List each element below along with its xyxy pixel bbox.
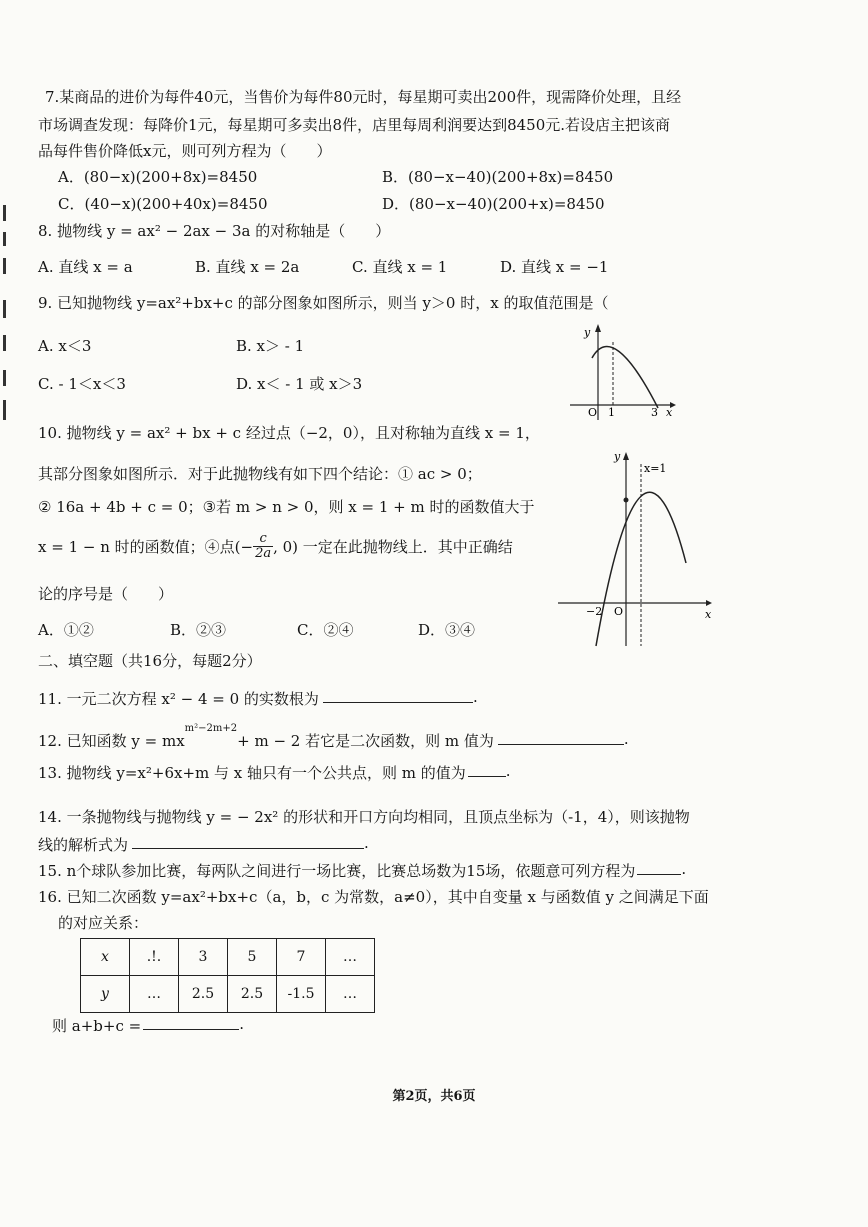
q10-line4-start: x = 1 − n 时的函数值；④点(−: [38, 538, 254, 556]
q9-stem: 9. 已知抛物线 y=ax²+bx+c 的部分图象如图所示，则当 y＞0 时，x 的取值范围是（: [38, 294, 609, 312]
q9-x-label: x: [666, 406, 673, 419]
q11: 11. 一元二次方程 x² − 4 = 0 的实数根为 .: [38, 688, 478, 708]
q14-line1: 14. 一条抛物线与抛物线 y = − 2x² 的形状和开口方向均相同，且顶点坐标为（-1，4），则该抛物: [38, 808, 690, 826]
binding-mark: [3, 300, 6, 318]
q12-answer-blank: [498, 730, 624, 745]
q16-ask: 则 a+b+c = .: [52, 1015, 244, 1035]
q13-answer-blank: [468, 762, 506, 777]
q11-text: 11. 一元二次方程 x² − 4 = 0 的实数根为: [38, 690, 319, 708]
table-cell: 5: [228, 939, 277, 976]
q9-curve: [592, 347, 658, 408]
q10-line5: 论的序号是（ ）: [38, 585, 174, 603]
table-cell: …: [130, 976, 179, 1013]
q10-option-c: C．②④: [297, 621, 354, 639]
table-cell: x: [81, 939, 130, 976]
q8-option-c: C. 直线 x = 1: [352, 258, 448, 276]
q10-option-a: A．①②: [38, 621, 94, 639]
q10-line4: [38, 532, 513, 561]
q9-option-c: C. - 1＜x＜3: [38, 375, 126, 393]
q16-line1: 16. 已知二次函数 y=ax²+bx+c（a，b，c 为常数，a≠0），其中自变量 x 与函数值 y 之间满足下面: [38, 888, 709, 906]
q15: 15. n个球队参加比赛，每两队之间进行一场比赛，比赛总场数为15场，依题意可列方程为 .: [38, 860, 687, 880]
q10-line1: 10. 抛物线 y = ax² + bx + c 经过点（−2，0），且对称轴为直线 x = 1，: [38, 424, 540, 442]
q11-answer-blank: [323, 688, 473, 703]
q8-stem: 8. 抛物线 y = ax² − 2ax − 3a 的对称轴是（ ）: [38, 222, 391, 240]
q9-y-label: y: [584, 326, 591, 339]
q7-option-c: C．(40−x)(200+40x)=8450: [58, 195, 268, 213]
q13: 13. 抛物线 y=x²+6x+m 与 x 轴只有一个公共点，则 m 的值为 .: [38, 762, 511, 782]
q9-parabola-graph: [570, 320, 680, 420]
q13-text: 13. 抛物线 y=x²+6x+m 与 x 轴只有一个公共点，则 m 的值为: [38, 764, 466, 782]
binding-mark: [3, 370, 6, 386]
q7-line1: 7.某商品的进价为每件40元，当售价为每件80元时，每星期可卖出200件，现需降价处理，且经: [45, 88, 682, 106]
table-cell: -1.5: [277, 976, 326, 1013]
q10-line2: 其部分图象如图所示．对于此抛物线有如下四个结论：① ac > 0；: [38, 465, 482, 483]
q9-option-a: A. x＜3: [38, 337, 92, 355]
q9-origin-label: O: [588, 406, 598, 419]
q16-value-table: [80, 938, 375, 1013]
table-cell: .!.: [130, 939, 179, 976]
q12: 12. 已知函数 y = mx m²−2m+2 + m − 2 若它是二次函数，则 m 值为 .: [38, 723, 629, 750]
q10-x-label: x: [705, 608, 712, 621]
q12-exponent: m²−2m+2: [184, 723, 238, 734]
q8-option-d: D. 直线 x = −1: [500, 258, 609, 276]
q10-tick-neg2: −2: [586, 605, 603, 618]
q7-option-b: B．(80−x−40)(200+8x)=8450: [382, 168, 614, 186]
q12-text-start: 12. 已知函数 y = mx: [38, 732, 185, 750]
table-cell: 3: [179, 939, 228, 976]
binding-mark: [3, 205, 6, 221]
page-footer: 第2页，共6页: [392, 1089, 476, 1104]
q10-line4-end: , 0) 一定在此抛物线上．其中正确结: [273, 538, 513, 556]
table-row: [81, 939, 375, 976]
q9-tick-3: 3: [651, 406, 658, 419]
q9-tick-1: 1: [608, 406, 615, 419]
q10-option-b: B．②③: [170, 621, 227, 639]
q10-y-label: y: [614, 450, 621, 463]
q10-fraction-numerator: c: [253, 532, 273, 547]
q7-line2: 市场调查发现：每降价1元，每星期可多卖出8件，店里每周利润要达到8450元.若设店主把该商: [38, 116, 671, 134]
q16-line2: 的对应关系：: [58, 914, 149, 932]
table-cell: 7: [277, 939, 326, 976]
q10-fraction: [253, 532, 273, 561]
table-cell: 2.5: [228, 976, 277, 1013]
q16-ask-text: 则 a+b+c =: [52, 1017, 142, 1035]
binding-mark: [3, 400, 6, 420]
q10-origin-label: O: [614, 605, 624, 618]
q10-point: [624, 498, 629, 503]
q8-option-a: A. 直线 x = a: [38, 258, 133, 276]
q9-option-b: B. x＞ - 1: [236, 337, 305, 355]
section2-heading: 二、填空题（共16分，每题2分）: [38, 652, 262, 670]
q10-line3: ② 16a + 4b + c = 0；③若 m > n > 0，则 x = 1 + m 时的函数值大于: [38, 498, 535, 516]
q9-option-d: D. x＜ - 1 或 x＞3: [236, 375, 363, 393]
q10-option-d: D．③④: [418, 621, 476, 639]
binding-mark: [3, 335, 6, 351]
table-row: [81, 976, 375, 1013]
q7-option-a: A．(80−x)(200+8x)=8450: [58, 168, 258, 186]
q7-option-d: D．(80−x−40)(200+x)=8450: [382, 195, 605, 213]
binding-mark: [3, 258, 6, 274]
q15-answer-blank: [637, 860, 681, 875]
table-cell: …: [326, 976, 375, 1013]
q10-fraction-denominator: 2a: [255, 546, 272, 561]
q16-answer-blank: [143, 1015, 239, 1030]
q14-answer-blank: [132, 834, 364, 849]
q8-option-b: B. 直线 x = 2a: [195, 258, 300, 276]
q7-line3: 品每件售价降低x元，则可列方程为（ ）: [38, 142, 332, 160]
q12-text-end: + m − 2 若它是二次函数，则 m 值为: [237, 732, 494, 750]
binding-mark: [3, 232, 6, 246]
q10-parabola-graph: [558, 448, 728, 648]
table-cell: y: [81, 976, 130, 1013]
q15-text: 15. n个球队参加比赛，每两队之间进行一场比赛，比赛总场数为15场，依题意可列方程为: [38, 862, 636, 880]
table-cell: …: [326, 939, 375, 976]
q14-line2: 线的解析式为 .: [38, 834, 369, 854]
table-cell: 2.5: [179, 976, 228, 1013]
q10-axis-label: x=1: [644, 462, 667, 475]
q14-line2-text: 线的解析式为: [38, 836, 129, 854]
